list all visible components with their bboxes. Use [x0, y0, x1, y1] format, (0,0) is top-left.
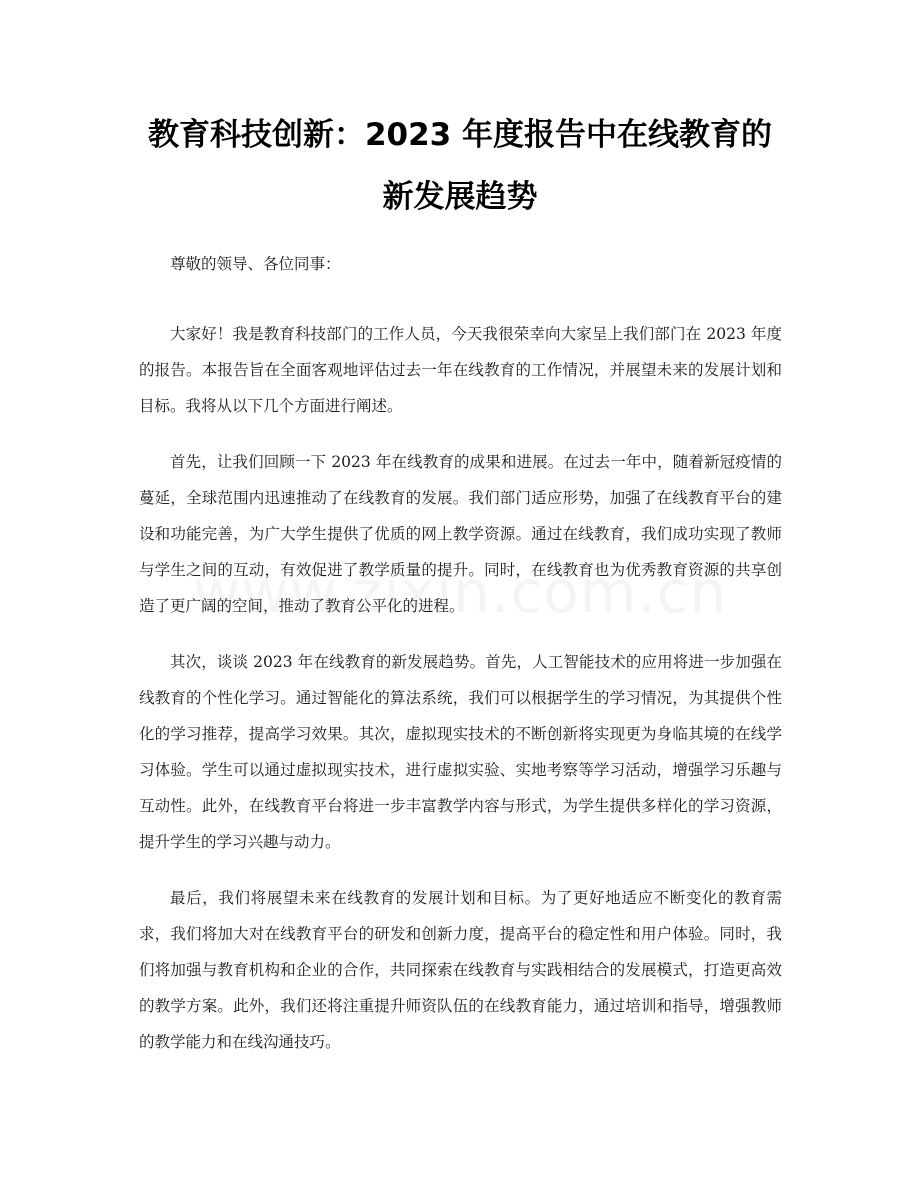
- paragraph-outlook: 最后，我们将展望未来在线教育的发展计划和目标。为了更好地适应不断变化的教育需求，我们将加大对在线教育平台的研发和创新力度，提高平台的稳定性和用户体验。同时，我们将加强与教育机构和企业的合作，共同探索在线教育与实践相结合的发展模式，打造更高效的教学方案。此外，我们还将注重提升师资队伍的在线教育能力，通过培训和指导，增强教师的教学能力和在线沟通技巧。: [139, 889, 782, 1051]
- paragraph-trends: 其次，谈谈 2023 年在线教育的新发展趋势。首先，人工智能技术的应用将进一步加强在线教育的个性化学习。通过智能化的算法系统，我们可以根据学生的学习情况，为其提供个性化的学习推荐，提高学习效果。其次，虚拟现实技术的不断创新将实现更为身临其境的在线学习体验。学生可以通过虚拟现实技术，进行虚拟实验、实地考察等学习活动，增强学习乐趣与互动性。此外，在线教育平台将进一步丰富教学内容与形式，为学生提供多样化的学习资源，提升学生的学习兴趣与动力。: [139, 653, 782, 851]
- document-title-line-1: 教育科技创新：2023 年度报告中在线教育的: [147, 117, 773, 153]
- document-title: [110, 104, 810, 228]
- paragraph-review: 首先，让我们回顾一下 2023 年在线教育的成果和进展。在过去一年中，随着新冠疫情的蔓延，全球范围内迅速推动了在线教育的发展。我们部门适应形势，加强了在线教育平台的建设和功能完善，为广大学生提供了优质的网上教学资源。通过在线教育，我们成功实现了教师与学生之间的互动，有效促进了教学质量的提升。同时，在线教育也为优秀教育资源的共享创造了更广阔的空间，推动了教育公平化的进程。: [139, 453, 782, 615]
- salutation: 尊敬的领导、各位同事：: [170, 255, 341, 273]
- document-body: [139, 246, 782, 1080]
- paragraph-intro: 大家好！我是教育科技部门的工作人员，今天我很荣幸向大家呈上我们部门在 2023 年度的报告。本报告旨在全面客观地评估过去一年在线教育的工作情况，并展望未来的发展计划和目标。我将从以下几个方面进行阐述。: [139, 325, 782, 415]
- document-title-line-2: 新发展趋势: [382, 179, 538, 215]
